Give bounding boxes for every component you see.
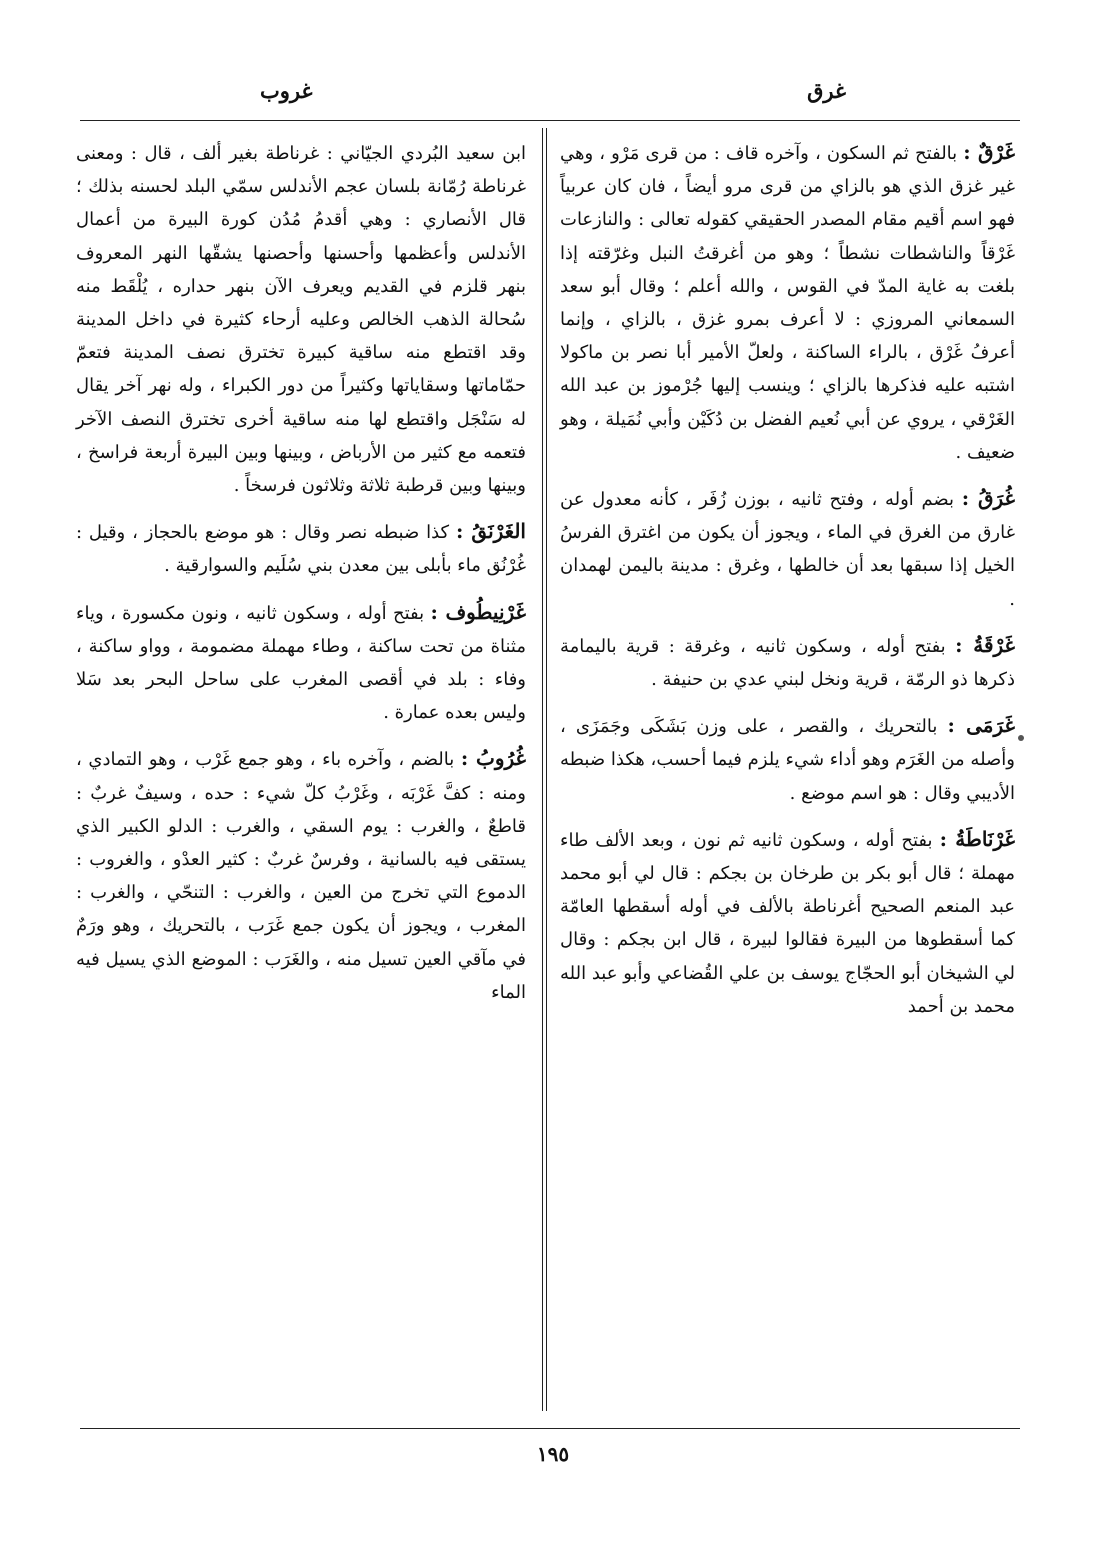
entry-text: بالتحريك ، والقصر ، على وزن بَشَكَى وجَمَزَى ، وأصله من الغَرَم وهو أداء شيء يلزم فيما أحسب، هكذا ضبطه الأديبي وقال : هو اسم موضع . bbox=[560, 716, 1015, 804]
column-divider bbox=[546, 128, 547, 1411]
entry-gharama bbox=[560, 709, 1015, 810]
page-number: ١٩٥ bbox=[536, 1442, 570, 1466]
running-head-right: غرق bbox=[807, 78, 846, 103]
left-column bbox=[76, 136, 526, 1022]
right-column bbox=[560, 136, 1015, 1036]
running-head bbox=[0, 78, 1106, 118]
entry-ghuraq bbox=[560, 482, 1015, 616]
margin-mark bbox=[1018, 735, 1024, 741]
entry-text: بفتح أوله ، وسكون ثانيه ، وغرقة : قرية باليمامة ذكرها ذو الرمّة ، قرية ونخل لبني عدي بن حنيفة . bbox=[560, 635, 1015, 691]
entry-headword: غَرْنِيطُوف : bbox=[430, 599, 527, 624]
entry-gharnitof bbox=[76, 596, 526, 730]
entry-headword: الغَرْنَقُ : bbox=[455, 519, 526, 544]
entry-ghurub bbox=[76, 742, 526, 1009]
column-divider bbox=[542, 128, 543, 1411]
entry-headword: غَرْقٌ : bbox=[963, 140, 1015, 164]
entry-headword: غُرُوبُ : bbox=[460, 746, 526, 771]
entry-headword: غُرَقُ : bbox=[961, 486, 1016, 511]
entry-text: كذا ضبطه نصر وقال : هو موضع بالحجاز ، وقيل : غُرْنُق ماء بأبلى بين معدن بني سُلَيم والسوارقية . bbox=[76, 522, 526, 577]
entry-text: بفتح أوله ، وسكون ثانيه ثم نون ، وبعد الألف طاء مهملة ؛ قال أبو بكر بن طرخان بن بجكم : قال لي أبو محمد عبد المنعم الصحيح أغرناطة بالألف في أوله أسقطها العامّة كما أسقطوها من البيرة فقالوا لبيرة ، قال ابن بجكم : وقال لي الشيخان أبو الحجّاج يوسف بن علي القُضاعي وأبو عبد الله محمد بن أحمد bbox=[560, 829, 1015, 1017]
entry-headword: غَرْنَاطَةُ : bbox=[939, 826, 1015, 851]
entry-gharnata-continued bbox=[76, 136, 526, 502]
entry-text: بفتح أوله ، وسكون ثانيه ، ونون مكسورة ، وياء مثناة من تحت ساكنة ، وطاء مهملة مضمومة ، وواو ساكنة ، وفاء : بلد في أقصى المغرب على ساحل البحر بعد سَلا وليس بعده عمارة . bbox=[76, 602, 526, 724]
bottom-rule bbox=[80, 1428, 1020, 1429]
entry-gharqa bbox=[560, 629, 1015, 696]
entry-text: ابن سعيد البُردي الجيّاني : غرناطة بغير ألف ، قال : ومعنى غرناطة رُمّانة بلسان عجم الأندلس سمّي البلد لحسنه بذلك ؛ قال الأنصاري : وهي أقدمُ مُدُن كورة البيرة من أعمال الأندلس وأعظمها وأحسنها وأحصنها يشقّها النهر المعروف بنهر قلزم في القديم ويعرف الآن بنهر حداره ، يُلْقَط منه سُحالة الذهب الخالص وعليه أرحاء كثيرة في داخل المدينة وقد اقتطع منه ساقية كبيرة تخترق نصف المدينة فتعمّ حمّاماتها وسقاياتها وكثيراً من دور الكبراء ، وله نهر آخر يقال له سَنْجَل واقتطع لها منه ساقية أخرى تخترق النصف الآخر فتعمه مع كثير من الأرباض ، وبينها وبين البيرة أربعة فراسخ ، وبينها وبين قرطبة ثلاثة وثلاثون فرسخاً . bbox=[76, 143, 526, 497]
entry-gharnata bbox=[560, 823, 1015, 1023]
top-rule bbox=[80, 120, 1020, 121]
entry-text: بضم أوله ، وفتح ثانيه ، بوزن زُفَر ، كأنه معدول عن غارق من الغرق في الماء ، ويجوز أن يكون من اغترق الفرسُ الخيل إذا سبقها بعد أن خالطها ، وغرق : مدينة باليمن لهمدان . bbox=[560, 489, 1015, 610]
entry-al-gharnaq bbox=[76, 515, 526, 582]
running-head-left: غروب bbox=[260, 78, 313, 103]
entry-headword: غَرَمَى : bbox=[947, 713, 1015, 738]
entry-gharq bbox=[560, 136, 1015, 469]
entry-text: بالفتح ثم السكون ، وآخره قاف : من قرى مَرْو ، وهي غير غزق الذي هو بالزاي من قرى مرو أيضاً ، فان كان عربياً فهو اسم أقيم مقام المصدر الحقيقي كقوله تعالى : والنازعات غَرْقاً والناشطات نشطاً ؛ وهو من أغرقتُ النبل وغرّقته إذا بلغت به غاية المدّ في القوس ، والله أعلم ؛ وقال أبو سعد السمعاني المروزي : لا أعرف بمرو غزق ، بالزاي ، وإنما أعرفُ غَرْق ، بالراء الساكنة ، ولعلّ الأمير أبا نصر بن ماكولا اشتبه عليه فذكرها بالزاي ؛ وينسب إليها جُرْموز بن عبد الله الغَرْقي ، يروي عن أبي نُعيم الفضل بن دُكَيْن وأبي نُمَيلة ، وهو ضعيف . bbox=[560, 143, 1015, 463]
entry-headword: غَرْقَةُ : bbox=[955, 632, 1015, 657]
entry-text: بالضم ، وآخره باء ، وهو جمع غَرْب ، وهو التمادي ، ومنه : كفَّ غَرْبَه ، وغَرْبُ كلّ شيء : حده ، وسيفٌ غربٌ : قاطعٌ ، والغرب : يوم السقي ، والغرب : الدلو الكبير الذي يستقى فيه بالسانية ، وفرسٌ غربٌ : كثير العدْو ، والغروب : الدموع التي تخرج من العين ، والغرب : التنحّي ، والغرب : المغرب ، ويجوز أن يكون جمع غَرَب ، بالتحريك ، وهو ورَمٌ في مآقي العين تسيل منه ، والغَرَب : الموضع الذي يسيل فيه الماء bbox=[76, 749, 526, 1003]
